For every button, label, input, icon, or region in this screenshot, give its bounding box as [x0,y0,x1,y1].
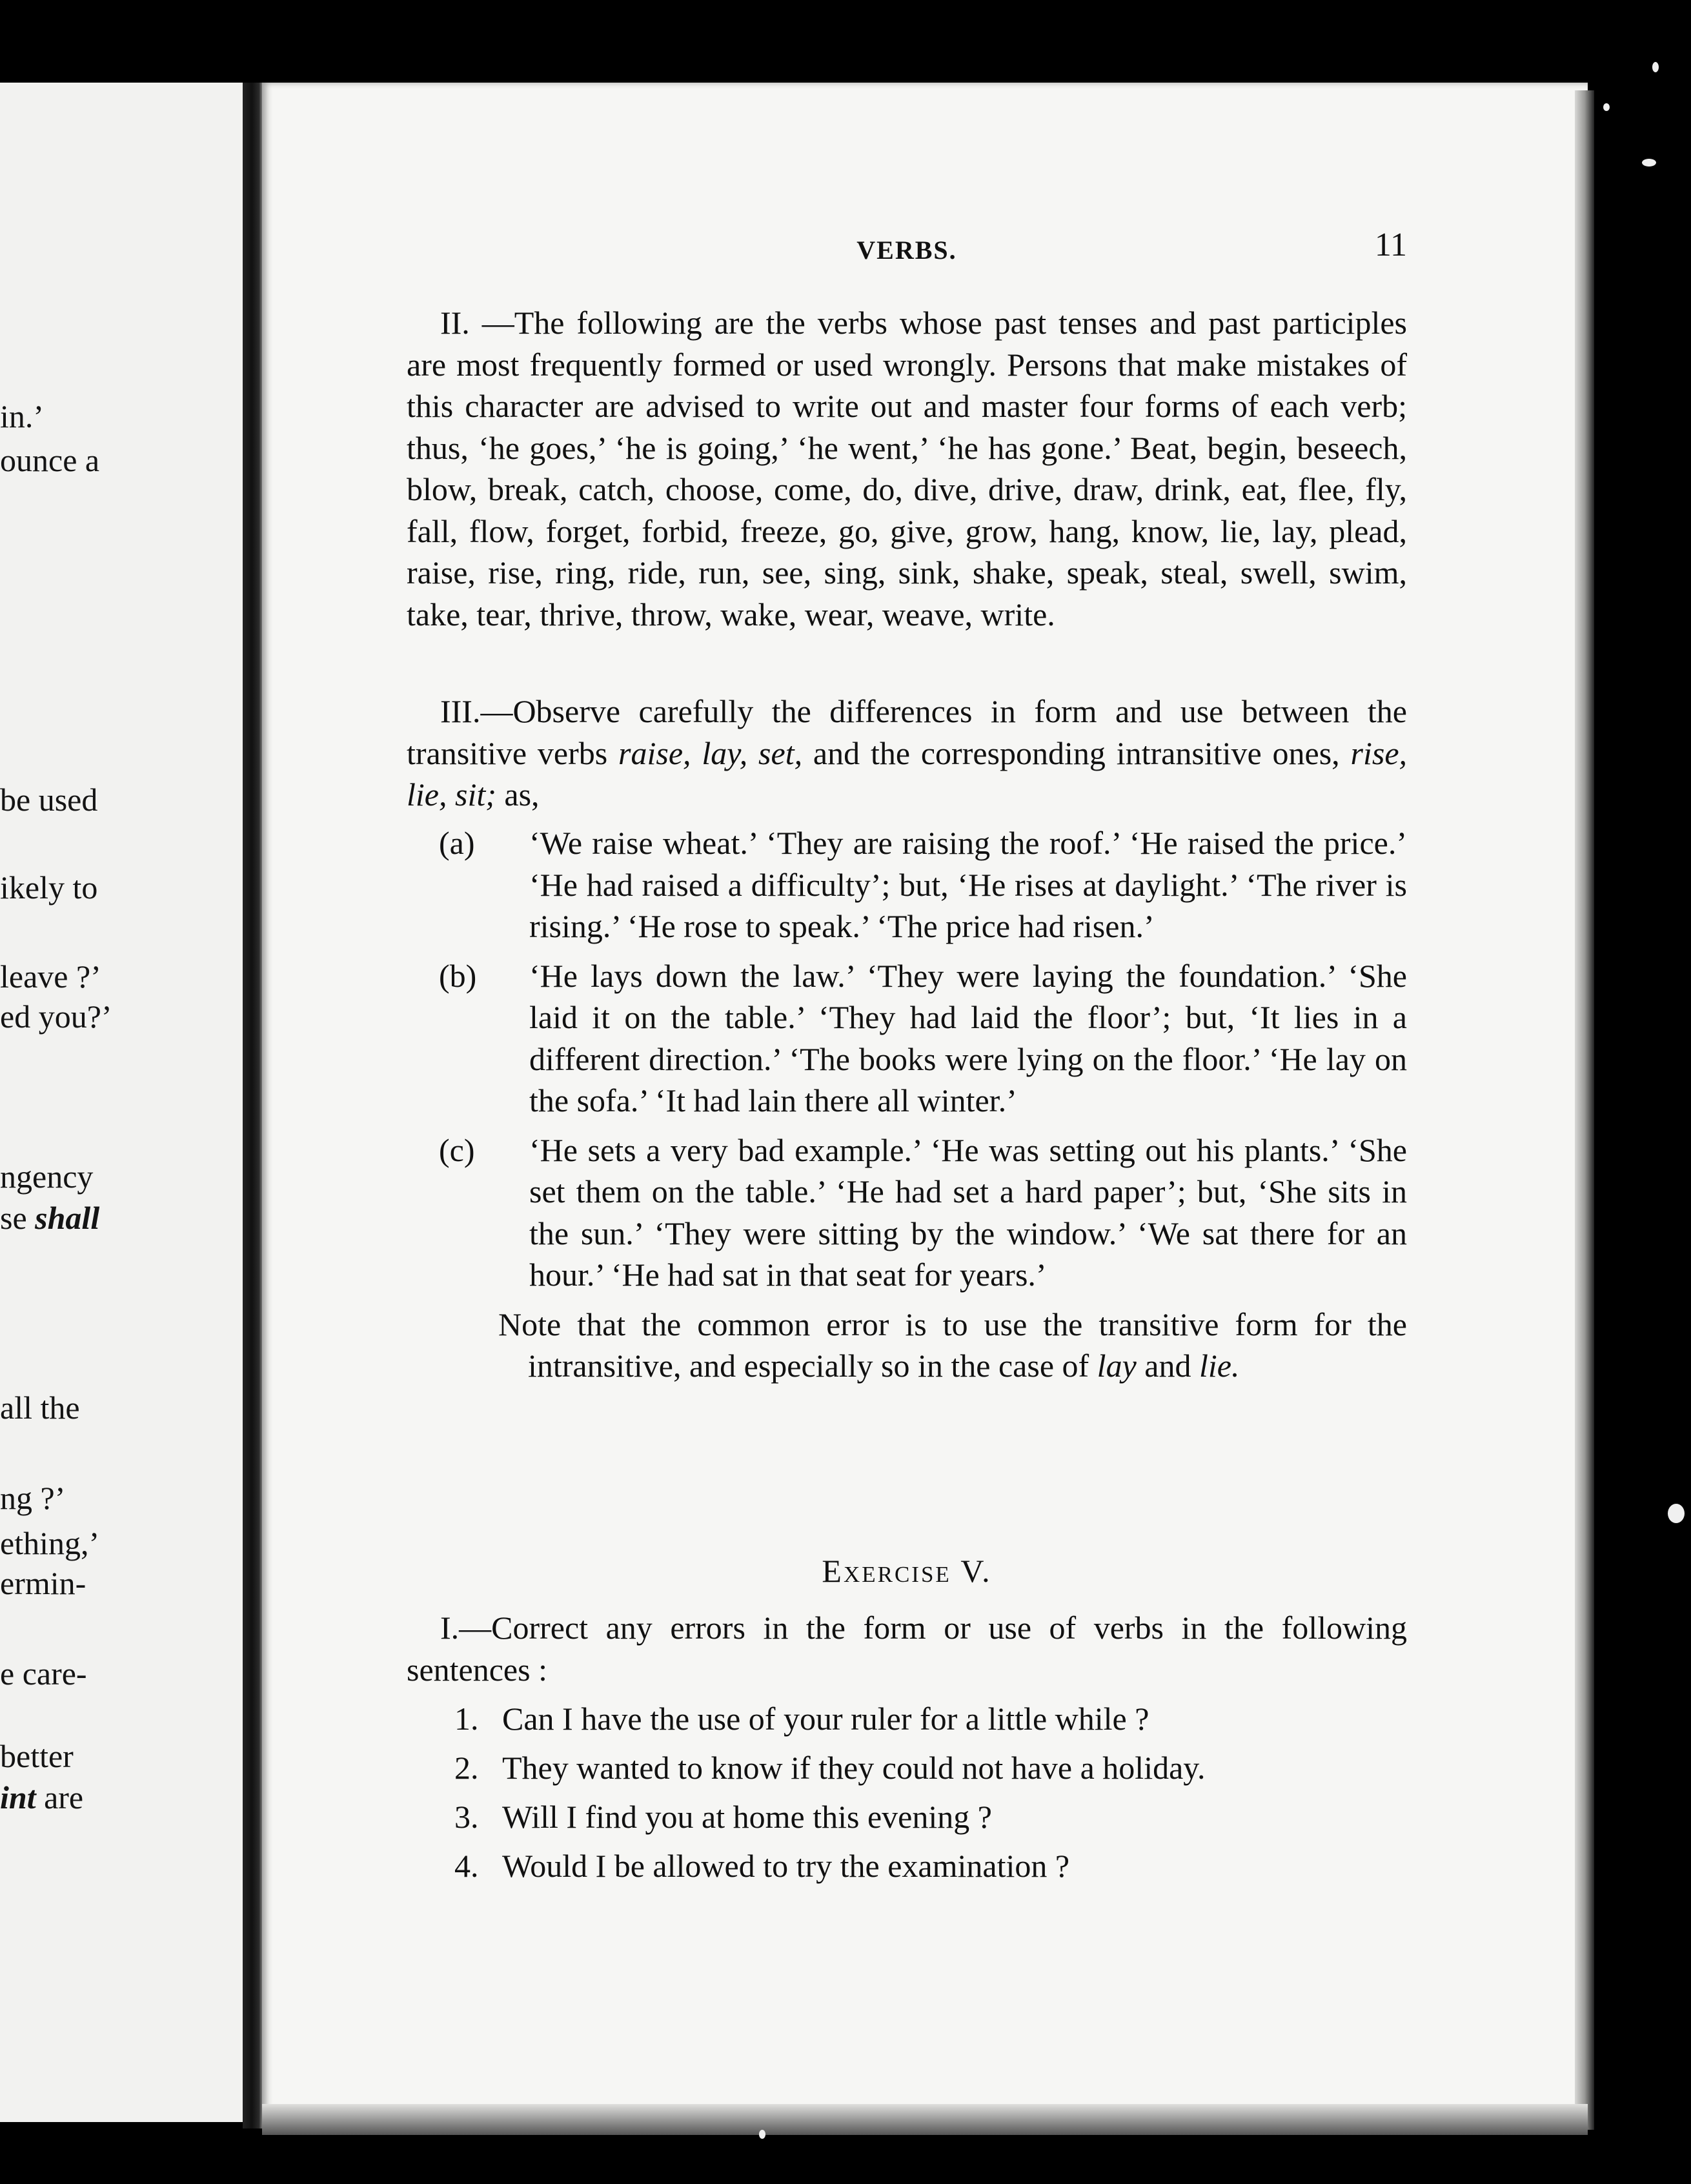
note-text: Note that the common error is to use the transitive form for the intransitive, and especially so in the case of [498,1306,1407,1384]
scan-speck [1652,62,1659,72]
item-label: (a) [439,825,475,861]
exercise-sentence [407,1792,1407,1841]
left-fragment [0,1199,99,1237]
left-fragment: ed you?’ [0,998,112,1035]
section-2-text: II. —The following are the verbs whose past tenses and past participles are most frequently formed or used wrongly. Persons that make mistakes of this character are advised to write out and master four forms of each verb; thus, ‘he goes,’ ‘he is going,’ ‘he went,’ ‘he has gone.’ Beat, begin, beseech, blow, break, catch, choose, come, do, dive, drive, draw, drink, eat, flee, fly, fall, flow, forget, forbid, freeze, go, give, grow, hang, know, lie, lay, plead, raise, rise, ring, ride, run, see, sing, sink, shake, speak, steal, swell, swim, take, tear, thrive, throw, wake, wear, weave, write. [407,305,1407,632]
sentence-number: 4. [454,1848,479,1884]
scan-speck [759,2130,765,2139]
sentence-number: 2. [454,1750,479,1786]
emphasized-word: lay, [702,734,748,771]
scan-speck [1603,103,1610,111]
scan-speck [1642,159,1656,167]
sentence-number: 3. [454,1799,479,1835]
section-3-intro-text: as, [496,776,540,813]
section-3-intro [407,691,1407,816]
left-fragment: ikely to [0,869,98,905]
left-fragment: better [0,1738,74,1774]
previous-page-fragment [0,83,250,2122]
left-fragment: be used [0,782,98,818]
example-list [407,822,1407,1387]
running-title: VERBS. [856,236,957,265]
example-item-c [407,1129,1407,1296]
sentence-text: Can I have the use of your ruler for a little while ? [502,1701,1149,1737]
left-fragment [0,1779,83,1816]
page-edge [1575,90,1594,2130]
page-bottom-shadow [262,2104,1588,2135]
left-fragment: leave ?’ [0,958,101,995]
sentence-text: Would I be allowed to try the examination ? [502,1848,1070,1884]
exercise-sentence [407,1694,1407,1743]
emphasized-word: sit; [454,776,496,813]
left-fragment: all the [0,1390,80,1426]
sentence-text: They wanted to know if they could not have a holiday. [502,1750,1206,1786]
section-2-paragraph [407,302,1407,635]
note-text: and [1136,1348,1199,1384]
left-fragment-text: se [0,1200,35,1236]
left-fragment: ounce a [0,442,100,478]
exercise-sentence [407,1743,1407,1792]
example-item-a [407,822,1407,947]
left-fragment: ething,’ [0,1525,100,1561]
section-3-intro-text: III.—Observe carefully the differences in form and use between the transitive verbs [407,693,1407,771]
item-text: ‘He sets a very bad example.’ ‘He was setting out his plants.’ ‘She set them on the table.’ ‘He had set a hard paper’; but, ‘She sits in the sun.’ ‘They were sitting by the window.’ ‘We sat there for an hour.’ ‘He had sat in that seat for years.’ [529,1131,1407,1293]
emphasized-word: rise, [1350,734,1408,771]
section-3-intro-text: and the corresponding intransitive ones, [802,734,1351,771]
item-label: (b) [439,957,477,994]
sentence-text: Will I find you at home this evening ? [502,1799,992,1835]
left-fragment: ermin- [0,1565,86,1601]
emphasized-word: raise, [618,734,691,771]
section-3 [407,691,1407,816]
exercise-body [407,1607,1407,1890]
left-fragment: in.’ [0,398,45,434]
left-fragment: ngency [0,1158,94,1195]
exercise-instruction: I.—Correct any errors in the form or use of verbs in the following sentences : [407,1610,1407,1688]
sentence-number: 1. [454,1701,479,1737]
example-item-b [407,955,1407,1122]
left-fragment: e care- [0,1655,87,1692]
item-text: ‘We raise wheat.’ ‘They are raising the roof.’ ‘He raised the price.’ ‘He had raised a difficulty’; but, ‘He rises at daylight.’ ‘The river is rising.’ ‘He rose to speak.’ ‘The price had risen.’ [529,825,1407,944]
exercise-heading: Exercise V. [822,1553,992,1589]
running-head [407,226,1407,265]
item-label: (c) [439,1131,475,1168]
exercise-section [407,1550,1407,1592]
exercise-sentence [407,1841,1407,1890]
left-fragment-text: are [35,1779,84,1815]
emphasized-word: set, [758,734,803,771]
emphasized-word: lie. [1199,1348,1240,1384]
emphasized-word: lie, [407,776,447,813]
left-fragment-italic: int [0,1779,36,1815]
scan-speck [1668,1504,1685,1523]
left-fragment-italic: shall [35,1200,100,1236]
left-fragment: ng ?’ [0,1480,66,1516]
note-paragraph [407,1304,1407,1387]
item-text: ‘He lays down the law.’ ‘They were laying the foundation.’ ‘She laid it on the table.’ ‘They had laid the floor’; but, ‘It lies in a different direction.’ ‘The books were lying on the floor.’ ‘He lay on the sofa.’ ‘It had lain there all winter.’ [529,957,1407,1118]
emphasized-word: lay [1097,1348,1137,1384]
page-number: 11 [1374,227,1407,263]
